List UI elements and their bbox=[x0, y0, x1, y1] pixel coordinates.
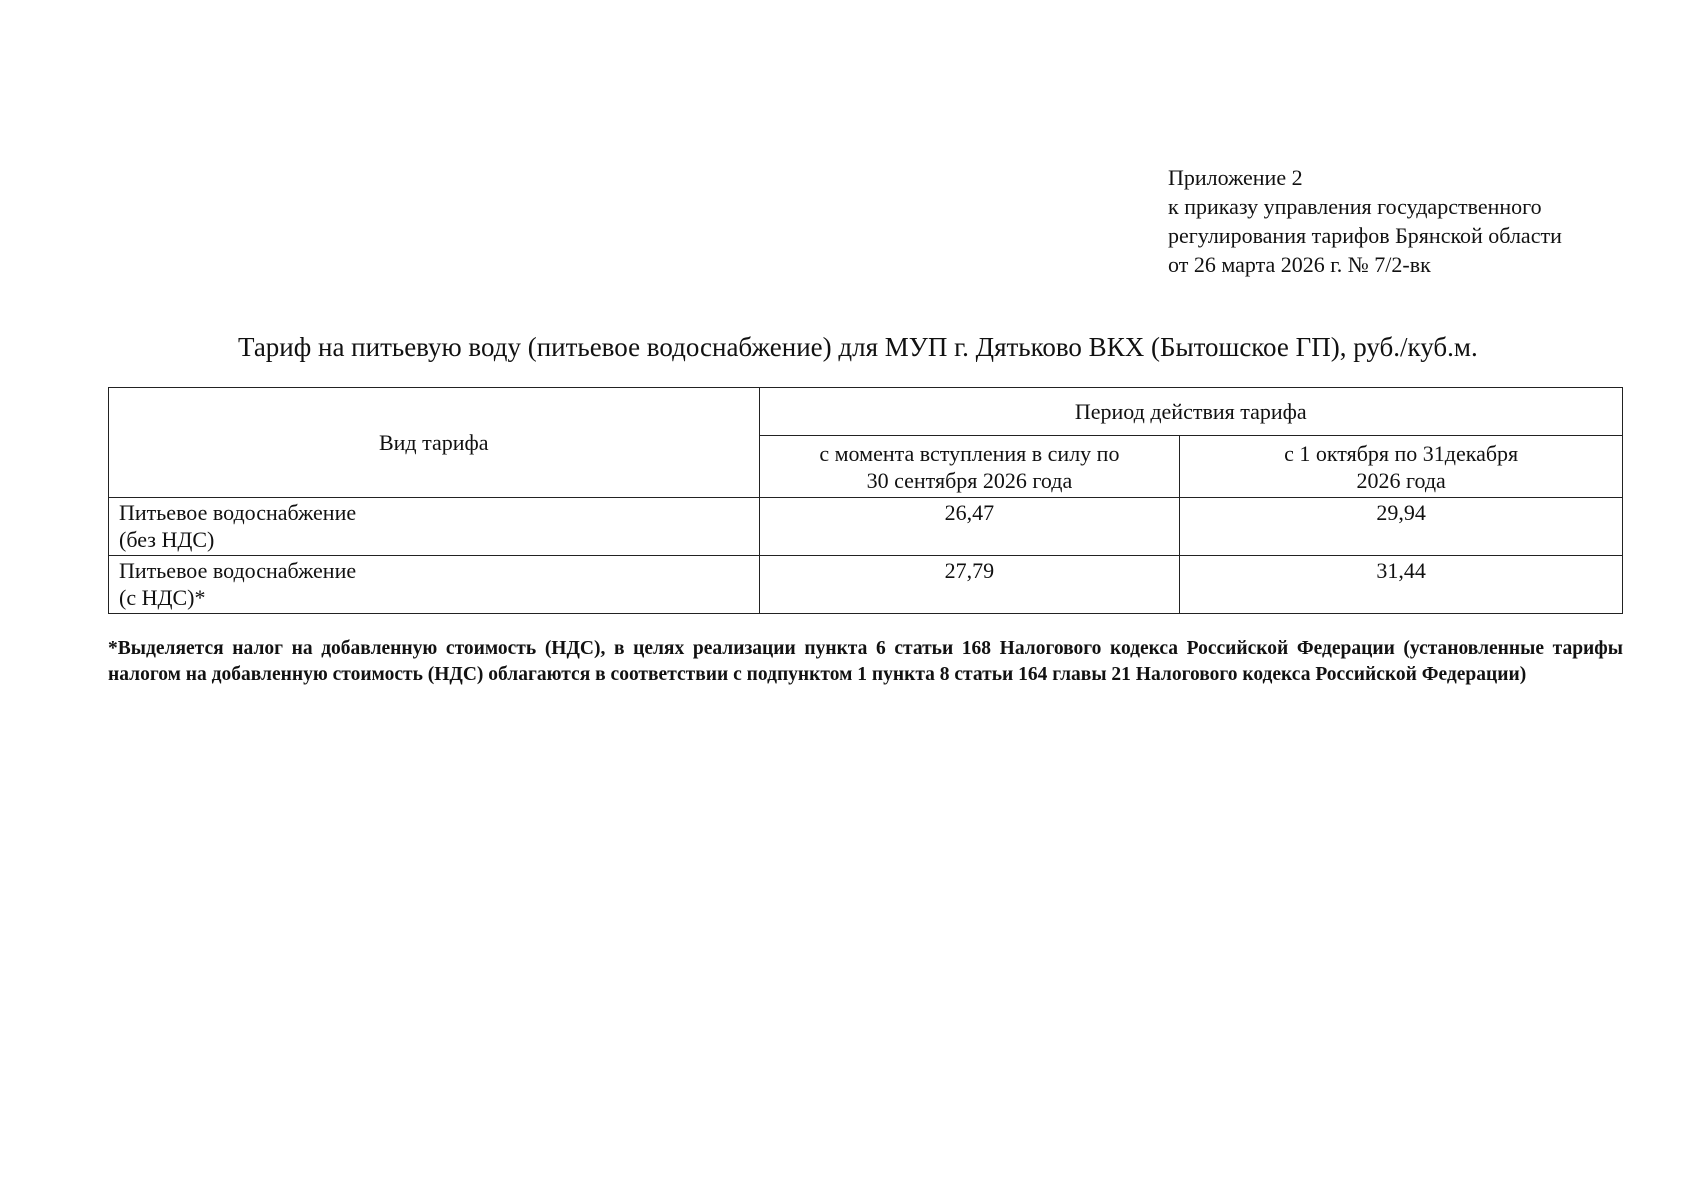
appendix-line-1: Приложение 2 bbox=[1168, 165, 1303, 190]
document-title: Тариф на питьевую воду (питьевое водоснабжение) для МУП г. Дятьково ВКХ (Бытошское ГП), руб./куб.м. bbox=[238, 332, 1478, 362]
vat-footnote: *Выделяется налог на добавленную стоимость (НДС), в целях реализации пункта 6 статьи 168 Налогового кодекса Российской Федерации (установленные тарифы налогом на добавленную стоимость (НДС) облагаются в соответствии с подпунктом 1 пункта 8 статьи 164 главы 21 Налогового кодекса Российской Федерации) bbox=[108, 638, 1623, 685]
tariff-value-period-2: 29,94 bbox=[1180, 498, 1623, 556]
table-header-row bbox=[109, 388, 1623, 436]
period-2-line-2: 2026 года bbox=[1356, 467, 1446, 493]
period-2-line-1: с 1 октября по 31декабря bbox=[1284, 440, 1519, 466]
appendix-line-3: регулирования тарифов Брянской области bbox=[1168, 223, 1562, 248]
table-row bbox=[109, 498, 1623, 556]
tariff-label-line-1: Питьевое водоснабжение bbox=[119, 500, 357, 525]
table-row bbox=[109, 556, 1623, 614]
period-2-header bbox=[1180, 436, 1623, 498]
tariff-label-cell bbox=[109, 556, 760, 614]
tariff-value-period-2: 31,44 bbox=[1180, 556, 1623, 614]
period-1-header bbox=[759, 436, 1180, 498]
appendix-line-4: от 26 марта 2026 г. № 7/2-вк bbox=[1168, 252, 1431, 277]
tariff-label-line-1: Питьевое водоснабжение bbox=[119, 558, 357, 583]
tariff-table bbox=[108, 387, 1623, 614]
tariff-value-period-1: 26,47 bbox=[759, 498, 1180, 556]
appendix-line-2: к приказу управления государственного bbox=[1168, 194, 1542, 219]
tariff-value-period-1: 27,79 bbox=[759, 556, 1180, 614]
tariff-label-cell bbox=[109, 498, 760, 556]
period-1-line-2: 30 сентября 2026 года bbox=[866, 467, 1073, 493]
tariff-type-header: Вид тарифа bbox=[109, 388, 760, 498]
period-1-line-1: с момента вступления в силу по bbox=[819, 440, 1120, 466]
appendix-header bbox=[1168, 163, 1562, 279]
tariff-label-line-2: (без НДС) bbox=[119, 527, 215, 552]
period-header: Период действия тарифа bbox=[759, 388, 1622, 436]
tariff-label-line-2: (с НДС)* bbox=[119, 585, 206, 610]
